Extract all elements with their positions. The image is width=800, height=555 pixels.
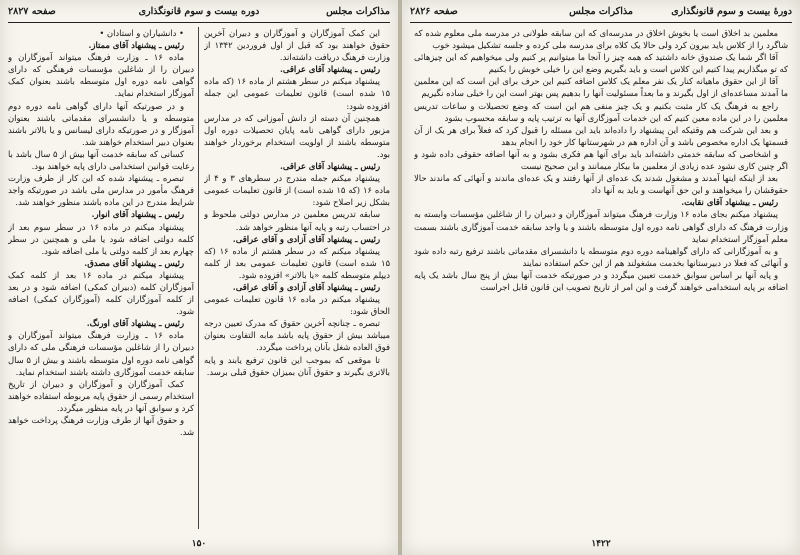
speaker-line: رئیس ـ پیشنهاد آقای اورنگ. xyxy=(86,318,184,329)
left-header-center: دوره بیست و سوم قانونگذاری xyxy=(138,6,260,17)
paragraph: پیشنهاد میکنم در سطر هشتم از ماده ۱۶ (که ماده ۱۵ شده است) قانون تعلیمات عمومی این جمله افزوده شود: xyxy=(204,76,390,111)
right-header-right: دورهٔ بیست و سوم قانونگذاری xyxy=(671,6,792,17)
left-page-footer: ۱۵۰ xyxy=(191,539,207,549)
paragraph: و اشخاصی که سابقه خدمتی داشته‌اند باید برای آنها هم فکری بشود و به آنها اضافه حقوقی داده شود و اگر چنین کاری نشود عده زیادی از معلمین ما بیکار میمانند و این صحیح نیست xyxy=(414,148,788,172)
left-header-rule xyxy=(8,22,390,23)
paragraph: معلمین بد اخلاق است یا بخوش اخلاق در مدرسه‌ای که ابن سابقه طولانی در مدرسه ملی معلوم شده که شاگرد را از کلاس باید بیرون کرد ولی حالا یک کلاه برای مدرسه ملی کرده و جلسه تشکیل میشود خوب xyxy=(414,28,788,51)
paragraph: آقا از این حقوق ماهیانه کنار یک نفر معلم یک کلاس اضافه کنیم این حرف برای این است که این معلمین ما آمدند مساعده‌ای از اول بگیرند و ما بعداً مسئولیت آنها را بدهیم پس بهتر است این را خیلی ساده نگیریم xyxy=(414,76,788,99)
left-header-right: مذاکرات مجلس xyxy=(326,6,390,17)
speaker-line: رئیس ـ پیشنهاد آقای انوار. xyxy=(91,209,184,220)
paragraph: این کمک آموزگاران و آموزگاران و دبیران آخرین حقوق خواهند بود که قبل از اول فروردین ۱۳۴۲ از وزارت فرهنگ دریافت داشته‌اند. xyxy=(204,28,390,63)
right-header-page-number: صفحه ۲۸۲۶ xyxy=(410,6,458,17)
paragraph: بعد از اینکه اینها آمدند و مشغول شدند یک عده‌ای از آنها رفتند و یک عده‌ای ماندند و آنهائی که ماندند حالا حقوقشان را میخواهند و این حق آنهاست و باید به آنها داد xyxy=(414,173,788,196)
paragraph: ماده ۱۶ ـ وزارت فرهنگ میتواند آموزگاران و دبیران را از شاغلین مؤسسات فرهنگی که دارای گواهی نامه دوره اول متوسطه باشند بعنوان کمک آموزگار استخدام نماید. xyxy=(8,52,194,99)
right-page-header xyxy=(410,6,792,22)
right-page-column xyxy=(414,27,788,529)
paragraph: سابقه تدریس معلمین در مدارس دولتی ملحوظ و در احتساب رتبه و پایه آنها منظور خواهد شد. xyxy=(204,209,390,232)
left-page-column-right xyxy=(204,27,390,529)
paragraph: تا موقعی که بموجب این قانون ترفیع یابند و پایه بالاتری بگیرند و حقوق آنان بمیزان حقوق قبلی برسد. xyxy=(204,354,390,377)
right-page xyxy=(402,0,800,555)
left-page xyxy=(0,0,398,555)
paragraph: ماده ۱۶ ـ وزارت فرهنگ میتواند آموزگاران و دبیران را از شاغلین مؤسسات فرهنگی ملی که دارای گواهی نامه دوره اول متوسطه باشند و بیش از ۵ سال سابقه خدمت آموزگاری داشته باشند استخدام نماید. xyxy=(8,330,194,377)
paragraph: آقا اگر شما یک صندوق خانه داشتید که همه چیز را آنجا ما میتوانیم پر کنیم ولی میخواهیم که این چیزهائی که تو میگذاریم پیدا کنیم این کلاس است و باید بگیریم وضع این را خیلی خوبش را بکنیم xyxy=(414,52,788,75)
paragraph: پیشنهاد میکنم در ماده ۱۶ در سطر سوم بعد از کلمه دولتی اضافه شود یا ملی و همچنین در سطر چهارم بعد از کلمه دولتی یا ملی اضافه شود. xyxy=(8,221,194,256)
speaker-line: رئیس ـ پیشنهاد آقای آزادی و آقای عراقی. xyxy=(232,281,380,292)
paragraph: پیشنهاد میکنم که در سطر هشتم از ماده ۱۶ (که ۱۵ شده است) قانون تعلیمات عمومی بعد از کلمه دیپلم متوسطه کلمه «یا بالاتر» افزوده شود. xyxy=(204,245,390,280)
paragraph: راجع به فرهنگ یک کار مثبت بکنیم و یک چیز منفی هم این است که وضع تحصیلات و ساعات تدریس معلمین را در این ماده معین کنیم که این خدمات آموزگاری آنها به ترتیب پایه و سابقه محسوب بشود xyxy=(414,100,788,123)
left-page-column-divider xyxy=(198,27,199,529)
speaker-line: رئیس ـ پیشنهاد آقای مصدق. xyxy=(84,257,184,268)
speaker-line: رئیس ـ پیشنهاد آقای آزادی و آقای عراقی. xyxy=(232,233,380,244)
paragraph: پیشنهاد میکنم جمله مندرج در سطرهای ۳ و ۴ از ماده ۱۶ (که ۱۵ شده است) از قانون تعلیمات عمومی بشکل زیر اصلاح شود: xyxy=(204,173,390,208)
left-page-column-left xyxy=(8,27,194,529)
speaker-line: رئیس ـ پیشنهاد آقای عراقی. xyxy=(280,64,380,75)
paragraph: و حقوق آنها از طرف وزارت فرهنگ پرداخت خواهد شد. xyxy=(8,415,194,438)
paragraph: کسانی که سابقه خدمت آنها بیش از ۵ سال باشد با رعایت قوانین استخدامی دارای پایه خواهند بود. xyxy=(8,148,194,172)
paragraph: و در صورتیکه آنها دارای گواهی نامه دوره دوم متوسطه و یا دانشسرای مقدماتی باشند بعنوان آموزگار و در صورتیکه دارای لیسانس و یا بالاتر باشند بعنوان دبیر استخدام خواهند شد. xyxy=(8,100,194,147)
paragraph: همچنین آن دسته از دانش آموزانی که در مدارس مزبور دارای گواهی نامه پایان تحصیلات دوره اول متوسطه باشند از اولویت استخدام برخوردار خواهند بود. xyxy=(204,112,390,159)
speaker-line: رئیس ـ پیشنهاد آقای ممتاز. xyxy=(88,40,184,51)
paragraph: • دانشیاران و استادان • xyxy=(99,28,184,38)
speaker-line: رئیس ـ پیشنهاد آقای عراقی. xyxy=(280,161,380,172)
paragraph: و پایه آنها بر اساس سوابق خدمت تعیین میگردد و در صورتیکه خدمت آنها بیش از پنج سال باشد یک پایه اضافه بر پایه استخدامی خواهند گرفت و این امر از تاریخ تصویب این قانون قابل اجراست xyxy=(414,269,788,292)
speaker-line: رئیس ـ بیشنهاد آقای نقابت. xyxy=(681,197,778,208)
paragraph: پیشنهاد میکنم در ماده ۱۶ قانون تعلیمات عمومی الحاق شود: xyxy=(204,294,390,317)
paragraph: پیشنهاد میکنم در ماده ۱۶ بعد از کلمه کمک آموزگاران کلمه (دبیران کمکی) اضافه شود و در بعد از کلمه آموزگاران کلمه (آموزگاران کمکی) اضافه شود. xyxy=(8,269,194,317)
right-page-footer: ۱۴۲۲ xyxy=(591,539,611,549)
paragraph: و بعد این شرکت هم وقتیکه این پیشنهاد را داده‌اند باید این مسئله را قبول کرد که فعلاً برای هر یک از آن قسمتها یک اداره مخصوص باشد و آن اداره هم در شهرستانها کار خود را انجام بدهد xyxy=(414,124,788,147)
paragraph: تبصره ـ چنانچه آخرین حقوق که مدرک تعیین درجه میباشد بیش از حقوق پایه باشد مابه التفاوت بعنوان فوق العاده شغل بآنان پرداخت میگردد. xyxy=(204,318,390,353)
right-header-rule xyxy=(410,22,792,23)
right-header-center: مذاکرات مجلس xyxy=(569,6,633,17)
left-page-header xyxy=(8,6,390,22)
left-header-page-number: صفحه ۲۸۲۷ xyxy=(8,6,56,17)
paragraph: پیشنهاد میکنم بجای ماده ۱۶ وزارت فرهنگ میتواند آموزگاران و دبیران را از شاغلین مؤسسات وابسته به وزارت فرهنگ که دارای گواهی نامه دوره اول متوسطه باشند و یا واجد سابقه خدمت آموزگاری باشند بسمت معلم آموزگار استخدام نماید xyxy=(414,209,788,244)
paragraph: کمک آموزگاران و آموزگاران و دبیران از تاریخ استخدام رسمی از حقوق پایه مربوطه استفاده خواهند کرد و سوابق آنها در پایه منظور میگردد. xyxy=(8,378,194,413)
paragraph: تبصره ـ پیشنهاد شده که این کار از طرف وزارت فرهنگ مأمور در مدارس ملی باشد در صورتیکه واجد شرایط مندرج در این ماده باشند منظور خواهند شد. xyxy=(8,173,194,208)
paragraph: و به آموزگارانی که دارای گواهینامه دوره دوم متوسطه یا دانشسرای مقدماتی باشند ترفیع رتبه داده شود و آنهائی که فعلا در دبیرستانها بخدمت مشغولند هم از این حکم استفاده نمایند xyxy=(414,245,788,268)
